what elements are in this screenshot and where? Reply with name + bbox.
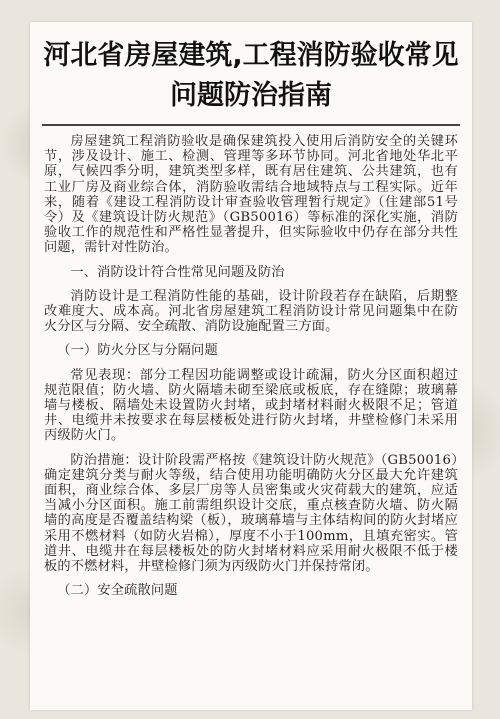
- document-page: [30, 22, 472, 710]
- subsection-heading-2: （二）安全疏散问题: [57, 583, 178, 599]
- document-title: 河北省房屋建筑,工程消防验收常见问题防治指南: [43, 40, 459, 111]
- paragraph-prevention: 防治措施：设计阶段需严格按《建筑设计防火规范》（GB50016）确定建筑分类与耐火等级，结合使用功能明确防火分区最大允许建筑面积，商业综合体、多层厂房等人员密集或火灾荷载大的建筑，应适当减小分区面积。施工前需组织设计交底，重点核查防火墙、防火隔墙的高度是否覆盖结构梁（板），玻璃幕墙与主体结构间的防火封堵应采用不燃材料（如防火岩棉），厚度不小于100mm，且填充密实。管道井、电缆井在每层楼板处的防火封堵材料应采用耐火极限不低于楼板的不燃材料，井壁检修门须为丙级防火门并保持常闭。: [44, 452, 458, 575]
- paragraph-common-issues: 常见表现：部分工程因功能调整或设计疏漏，防火分区面积超过规范限值；防火墙、防火隔墙未砌至梁底或板底，存在缝隙；玻璃幕墙与楼板、隔墙处未设置防火封堵，或封堵材料耐火极限不足；管道井、电缆井未按要求在每层楼板处进行防火封堵，井壁检修门未采用丙级防火门。: [44, 367, 458, 444]
- subsection-heading-1: （一）防火分区与分隔问题: [57, 343, 218, 359]
- paragraph-intro: 房屋建筑工程消防验收是确保建筑投入使用后消防安全的关键环节，涉及设计、施工、检测、管理等多环节协同。河北省地处华北平原，气候四季分明，建筑类型多样，既有居住建筑、公共建筑，也有工业厂房及商业综合体，消防验收需结合地域特点与工程实际。近年来，随着《建设工程消防设计审查验收管理暂行规定》（住建部51号令）及《建筑设计防火规范》（GB50016）等标准的深化实施，消防验收工作的规范性和严格性显著提升，但实际验收中仍存在部分共性问题，需针对性防治。: [44, 134, 458, 256]
- section-heading-1: 一、消防设计符合性常见问题及防治: [70, 264, 285, 280]
- paragraph-section-1: 消防设计是工程消防性能的基础，设计阶段若存在缺陷，后期整改难度大、成本高。河北省房屋建筑工程消防设计常见问题集中在防火分区与分隔、安全疏散、消防设施配置三方面。: [44, 288, 458, 335]
- document-body: [44, 134, 458, 598]
- title-divider: [42, 124, 460, 126]
